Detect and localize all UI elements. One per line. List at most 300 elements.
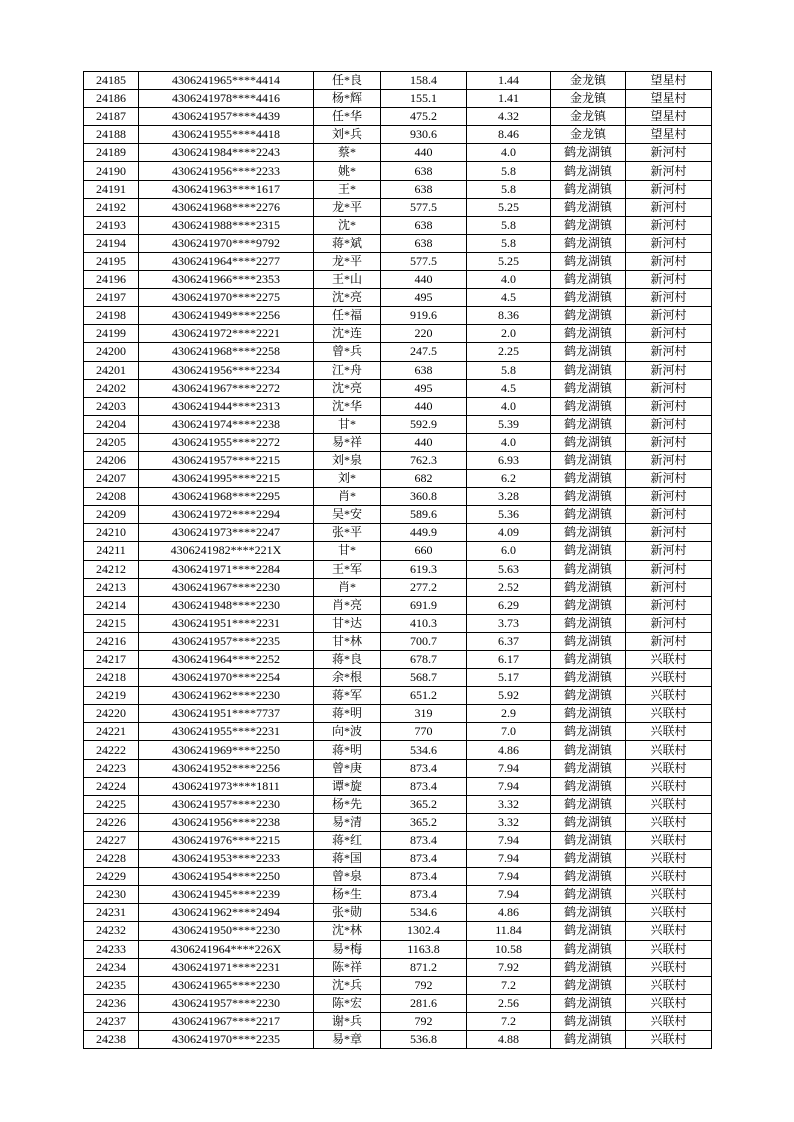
cell-area: 6.17 bbox=[467, 651, 551, 669]
table-row bbox=[84, 343, 712, 361]
cell-amount: 277.2 bbox=[381, 578, 467, 596]
cell-id-number: 4306241949****2256 bbox=[139, 307, 314, 325]
cell-town: 鹤龙湖镇 bbox=[551, 216, 626, 234]
cell-town: 鹤龙湖镇 bbox=[551, 234, 626, 252]
cell-town: 鹤龙湖镇 bbox=[551, 868, 626, 886]
cell-id-number: 4306241970****2254 bbox=[139, 669, 314, 687]
cell-id-number: 4306241967****2217 bbox=[139, 1012, 314, 1030]
cell-area: 8.36 bbox=[467, 307, 551, 325]
cell-name: 王*军 bbox=[314, 560, 381, 578]
cell-amount: 619.3 bbox=[381, 560, 467, 578]
cell-town: 金龙镇 bbox=[551, 72, 626, 90]
cell-serial: 24227 bbox=[84, 831, 139, 849]
cell-town: 鹤龙湖镇 bbox=[551, 397, 626, 415]
cell-area: 4.09 bbox=[467, 524, 551, 542]
table-row bbox=[84, 524, 712, 542]
cell-id-number: 4306241965****2230 bbox=[139, 976, 314, 994]
cell-village: 新河村 bbox=[626, 234, 712, 252]
cell-town: 鹤龙湖镇 bbox=[551, 940, 626, 958]
cell-village: 兴联村 bbox=[626, 1012, 712, 1030]
table-row bbox=[84, 470, 712, 488]
cell-serial: 24194 bbox=[84, 234, 139, 252]
cell-serial: 24216 bbox=[84, 632, 139, 650]
cell-amount: 495 bbox=[381, 379, 467, 397]
cell-village: 新河村 bbox=[626, 596, 712, 614]
cell-town: 鹤龙湖镇 bbox=[551, 813, 626, 831]
cell-name: 杨*辉 bbox=[314, 90, 381, 108]
cell-serial: 24235 bbox=[84, 976, 139, 994]
table-row bbox=[84, 488, 712, 506]
table-row bbox=[84, 904, 712, 922]
cell-village: 新河村 bbox=[626, 325, 712, 343]
cell-serial: 24197 bbox=[84, 289, 139, 307]
cell-village: 兴联村 bbox=[626, 868, 712, 886]
table-row bbox=[84, 72, 712, 90]
cell-amount: 871.2 bbox=[381, 958, 467, 976]
table-row bbox=[84, 777, 712, 795]
cell-name: 陈*宏 bbox=[314, 994, 381, 1012]
cell-id-number: 4306241976****2215 bbox=[139, 831, 314, 849]
cell-amount: 449.9 bbox=[381, 524, 467, 542]
cell-id-number: 4306241956****2234 bbox=[139, 361, 314, 379]
table-row bbox=[84, 289, 712, 307]
table-row bbox=[84, 144, 712, 162]
cell-town: 鹤龙湖镇 bbox=[551, 560, 626, 578]
cell-amount: 678.7 bbox=[381, 651, 467, 669]
cell-town: 鹤龙湖镇 bbox=[551, 994, 626, 1012]
table-row bbox=[84, 307, 712, 325]
cell-village: 兴联村 bbox=[626, 850, 712, 868]
cell-village: 兴联村 bbox=[626, 687, 712, 705]
cell-serial: 24186 bbox=[84, 90, 139, 108]
cell-serial: 24192 bbox=[84, 198, 139, 216]
cell-serial: 24199 bbox=[84, 325, 139, 343]
cell-village: 新河村 bbox=[626, 180, 712, 198]
cell-village: 望星村 bbox=[626, 108, 712, 126]
cell-amount: 568.7 bbox=[381, 669, 467, 687]
cell-name: 杨*生 bbox=[314, 886, 381, 904]
cell-serial: 24198 bbox=[84, 307, 139, 325]
cell-id-number: 4306241969****2250 bbox=[139, 741, 314, 759]
cell-name: 肖* bbox=[314, 488, 381, 506]
cell-serial: 24232 bbox=[84, 922, 139, 940]
cell-id-number: 4306241972****2294 bbox=[139, 506, 314, 524]
cell-serial: 24234 bbox=[84, 958, 139, 976]
cell-name: 王*山 bbox=[314, 271, 381, 289]
cell-name: 蒋*良 bbox=[314, 651, 381, 669]
cell-amount: 873.4 bbox=[381, 831, 467, 849]
cell-name: 吴*安 bbox=[314, 506, 381, 524]
cell-area: 5.17 bbox=[467, 669, 551, 687]
cell-amount: 792 bbox=[381, 976, 467, 994]
cell-town: 鹤龙湖镇 bbox=[551, 614, 626, 632]
cell-amount: 534.6 bbox=[381, 741, 467, 759]
table-row bbox=[84, 886, 712, 904]
cell-id-number: 4306241966****2353 bbox=[139, 271, 314, 289]
cell-id-number: 4306241951****2231 bbox=[139, 614, 314, 632]
cell-area: 2.9 bbox=[467, 705, 551, 723]
cell-area: 5.36 bbox=[467, 506, 551, 524]
cell-area: 6.0 bbox=[467, 542, 551, 560]
cell-name: 龙*平 bbox=[314, 198, 381, 216]
cell-name: 谢*兵 bbox=[314, 1012, 381, 1030]
cell-village: 新河村 bbox=[626, 614, 712, 632]
cell-name: 肖*亮 bbox=[314, 596, 381, 614]
cell-village: 兴联村 bbox=[626, 886, 712, 904]
cell-amount: 589.6 bbox=[381, 506, 467, 524]
cell-town: 鹤龙湖镇 bbox=[551, 759, 626, 777]
cell-name: 曾*兵 bbox=[314, 343, 381, 361]
cell-area: 5.8 bbox=[467, 361, 551, 379]
cell-village: 新河村 bbox=[626, 198, 712, 216]
cell-area: 5.8 bbox=[467, 216, 551, 234]
table-row bbox=[84, 958, 712, 976]
cell-area: 7.2 bbox=[467, 1012, 551, 1030]
cell-town: 鹤龙湖镇 bbox=[551, 180, 626, 198]
table-row bbox=[84, 940, 712, 958]
cell-serial: 24207 bbox=[84, 470, 139, 488]
cell-id-number: 4306241952****2256 bbox=[139, 759, 314, 777]
cell-amount: 638 bbox=[381, 180, 467, 198]
cell-amount: 682 bbox=[381, 470, 467, 488]
cell-id-number: 4306241964****2277 bbox=[139, 252, 314, 270]
cell-town: 金龙镇 bbox=[551, 108, 626, 126]
table-row bbox=[84, 632, 712, 650]
cell-village: 兴联村 bbox=[626, 1030, 712, 1048]
cell-name: 沈*连 bbox=[314, 325, 381, 343]
cell-id-number: 4306241945****2239 bbox=[139, 886, 314, 904]
cell-id-number: 4306241967****2272 bbox=[139, 379, 314, 397]
cell-village: 新河村 bbox=[626, 451, 712, 469]
table-row bbox=[84, 868, 712, 886]
cell-id-number: 4306241964****2252 bbox=[139, 651, 314, 669]
cell-town: 鹤龙湖镇 bbox=[551, 379, 626, 397]
cell-name: 蒋*国 bbox=[314, 850, 381, 868]
cell-town: 鹤龙湖镇 bbox=[551, 831, 626, 849]
cell-town: 鹤龙湖镇 bbox=[551, 162, 626, 180]
cell-amount: 577.5 bbox=[381, 198, 467, 216]
cell-serial: 24211 bbox=[84, 542, 139, 560]
cell-id-number: 4306241968****2295 bbox=[139, 488, 314, 506]
cell-town: 鹤龙湖镇 bbox=[551, 651, 626, 669]
cell-town: 鹤龙湖镇 bbox=[551, 669, 626, 687]
cell-village: 兴联村 bbox=[626, 777, 712, 795]
cell-id-number: 4306241956****2233 bbox=[139, 162, 314, 180]
cell-id-number: 4306241948****2230 bbox=[139, 596, 314, 614]
table-row bbox=[84, 850, 712, 868]
table-row bbox=[84, 741, 712, 759]
cell-id-number: 4306241973****1811 bbox=[139, 777, 314, 795]
cell-area: 2.52 bbox=[467, 578, 551, 596]
cell-serial: 24204 bbox=[84, 415, 139, 433]
cell-serial: 24225 bbox=[84, 795, 139, 813]
cell-area: 3.32 bbox=[467, 813, 551, 831]
table-row bbox=[84, 687, 712, 705]
cell-area: 6.37 bbox=[467, 632, 551, 650]
cell-name: 曾*庚 bbox=[314, 759, 381, 777]
cell-village: 兴联村 bbox=[626, 651, 712, 669]
cell-id-number: 4306241953****2233 bbox=[139, 850, 314, 868]
cell-area: 10.58 bbox=[467, 940, 551, 958]
cell-amount: 700.7 bbox=[381, 632, 467, 650]
cell-area: 4.0 bbox=[467, 144, 551, 162]
cell-area: 6.29 bbox=[467, 596, 551, 614]
cell-town: 鹤龙湖镇 bbox=[551, 470, 626, 488]
cell-village: 兴联村 bbox=[626, 705, 712, 723]
cell-village: 兴联村 bbox=[626, 741, 712, 759]
cell-name: 张*平 bbox=[314, 524, 381, 542]
cell-village: 新河村 bbox=[626, 470, 712, 488]
cell-name: 任*华 bbox=[314, 108, 381, 126]
cell-id-number: 4306241951****7737 bbox=[139, 705, 314, 723]
cell-amount: 365.2 bbox=[381, 795, 467, 813]
cell-id-number: 4306241950****2230 bbox=[139, 922, 314, 940]
cell-name: 姚* bbox=[314, 162, 381, 180]
cell-name: 蔡* bbox=[314, 144, 381, 162]
cell-serial: 24237 bbox=[84, 1012, 139, 1030]
cell-village: 新河村 bbox=[626, 578, 712, 596]
table-row bbox=[84, 506, 712, 524]
cell-serial: 24214 bbox=[84, 596, 139, 614]
cell-amount: 534.6 bbox=[381, 904, 467, 922]
cell-name: 向*波 bbox=[314, 723, 381, 741]
cell-area: 4.5 bbox=[467, 289, 551, 307]
cell-area: 3.73 bbox=[467, 614, 551, 632]
cell-town: 鹤龙湖镇 bbox=[551, 198, 626, 216]
cell-id-number: 4306241972****2221 bbox=[139, 325, 314, 343]
table-row bbox=[84, 1012, 712, 1030]
cell-serial: 24200 bbox=[84, 343, 139, 361]
table-body bbox=[84, 72, 712, 1049]
cell-id-number: 4306241970****2235 bbox=[139, 1030, 314, 1048]
cell-amount: 365.2 bbox=[381, 813, 467, 831]
cell-serial: 24219 bbox=[84, 687, 139, 705]
table-row bbox=[84, 560, 712, 578]
cell-name: 甘*达 bbox=[314, 614, 381, 632]
cell-village: 兴联村 bbox=[626, 922, 712, 940]
cell-serial: 24205 bbox=[84, 433, 139, 451]
cell-town: 鹤龙湖镇 bbox=[551, 361, 626, 379]
cell-town: 鹤龙湖镇 bbox=[551, 632, 626, 650]
cell-id-number: 4306241970****2275 bbox=[139, 289, 314, 307]
cell-amount: 410.3 bbox=[381, 614, 467, 632]
cell-id-number: 4306241944****2313 bbox=[139, 397, 314, 415]
cell-id-number: 4306241955****2272 bbox=[139, 433, 314, 451]
cell-serial: 24238 bbox=[84, 1030, 139, 1048]
table-row bbox=[84, 669, 712, 687]
cell-town: 鹤龙湖镇 bbox=[551, 596, 626, 614]
cell-area: 4.5 bbox=[467, 379, 551, 397]
table-row bbox=[84, 705, 712, 723]
cell-amount: 360.8 bbox=[381, 488, 467, 506]
cell-area: 7.94 bbox=[467, 850, 551, 868]
cell-serial: 24221 bbox=[84, 723, 139, 741]
cell-id-number: 4306241963****1617 bbox=[139, 180, 314, 198]
cell-amount: 873.4 bbox=[381, 868, 467, 886]
cell-town: 鹤龙湖镇 bbox=[551, 578, 626, 596]
cell-amount: 930.6 bbox=[381, 126, 467, 144]
cell-name: 甘* bbox=[314, 542, 381, 560]
cell-name: 易*祥 bbox=[314, 433, 381, 451]
cell-town: 鹤龙湖镇 bbox=[551, 144, 626, 162]
cell-amount: 792 bbox=[381, 1012, 467, 1030]
cell-town: 鹤龙湖镇 bbox=[551, 506, 626, 524]
cell-name: 沈*华 bbox=[314, 397, 381, 415]
cell-village: 兴联村 bbox=[626, 904, 712, 922]
cell-serial: 24196 bbox=[84, 271, 139, 289]
cell-village: 新河村 bbox=[626, 488, 712, 506]
cell-amount: 660 bbox=[381, 542, 467, 560]
cell-amount: 440 bbox=[381, 433, 467, 451]
cell-area: 2.25 bbox=[467, 343, 551, 361]
cell-village: 兴联村 bbox=[626, 994, 712, 1012]
cell-serial: 24233 bbox=[84, 940, 139, 958]
cell-id-number: 4306241957****2235 bbox=[139, 632, 314, 650]
cell-amount: 440 bbox=[381, 144, 467, 162]
table-row bbox=[84, 578, 712, 596]
cell-village: 新河村 bbox=[626, 361, 712, 379]
cell-area: 7.94 bbox=[467, 868, 551, 886]
cell-village: 新河村 bbox=[626, 307, 712, 325]
cell-amount: 1302.4 bbox=[381, 922, 467, 940]
cell-serial: 24223 bbox=[84, 759, 139, 777]
cell-serial: 24210 bbox=[84, 524, 139, 542]
cell-serial: 24222 bbox=[84, 741, 139, 759]
cell-name: 蒋*红 bbox=[314, 831, 381, 849]
cell-serial: 24190 bbox=[84, 162, 139, 180]
cell-serial: 24195 bbox=[84, 252, 139, 270]
cell-amount: 1163.8 bbox=[381, 940, 467, 958]
cell-village: 新河村 bbox=[626, 524, 712, 542]
cell-id-number: 4306241957****4439 bbox=[139, 108, 314, 126]
table-row bbox=[84, 795, 712, 813]
cell-town: 鹤龙湖镇 bbox=[551, 252, 626, 270]
cell-serial: 24201 bbox=[84, 361, 139, 379]
cell-amount: 155.1 bbox=[381, 90, 467, 108]
table-row bbox=[84, 596, 712, 614]
cell-serial: 24193 bbox=[84, 216, 139, 234]
cell-name: 王* bbox=[314, 180, 381, 198]
cell-area: 5.8 bbox=[467, 180, 551, 198]
cell-town: 鹤龙湖镇 bbox=[551, 307, 626, 325]
cell-amount: 220 bbox=[381, 325, 467, 343]
cell-area: 4.86 bbox=[467, 904, 551, 922]
cell-amount: 651.2 bbox=[381, 687, 467, 705]
cell-town: 鹤龙湖镇 bbox=[551, 687, 626, 705]
cell-amount: 577.5 bbox=[381, 252, 467, 270]
cell-area: 5.8 bbox=[467, 162, 551, 180]
cell-village: 望星村 bbox=[626, 126, 712, 144]
cell-area: 5.25 bbox=[467, 252, 551, 270]
cell-village: 新河村 bbox=[626, 632, 712, 650]
cell-area: 3.32 bbox=[467, 795, 551, 813]
cell-town: 鹤龙湖镇 bbox=[551, 904, 626, 922]
cell-id-number: 4306241968****2276 bbox=[139, 198, 314, 216]
cell-area: 2.0 bbox=[467, 325, 551, 343]
cell-name: 蒋*明 bbox=[314, 741, 381, 759]
table-row bbox=[84, 651, 712, 669]
cell-name: 杨*先 bbox=[314, 795, 381, 813]
cell-serial: 24209 bbox=[84, 506, 139, 524]
cell-area: 6.2 bbox=[467, 470, 551, 488]
cell-serial: 24236 bbox=[84, 994, 139, 1012]
cell-name: 蒋*明 bbox=[314, 705, 381, 723]
cell-area: 7.0 bbox=[467, 723, 551, 741]
cell-town: 鹤龙湖镇 bbox=[551, 795, 626, 813]
cell-area: 1.41 bbox=[467, 90, 551, 108]
cell-serial: 24229 bbox=[84, 868, 139, 886]
cell-town: 鹤龙湖镇 bbox=[551, 1030, 626, 1048]
cell-town: 鹤龙湖镇 bbox=[551, 777, 626, 795]
cell-area: 7.94 bbox=[467, 777, 551, 795]
cell-id-number: 4306241957****2215 bbox=[139, 451, 314, 469]
cell-serial: 24191 bbox=[84, 180, 139, 198]
cell-id-number: 4306241982****221X bbox=[139, 542, 314, 560]
cell-name: 任*良 bbox=[314, 72, 381, 90]
cell-id-number: 4306241954****2250 bbox=[139, 868, 314, 886]
cell-area: 4.0 bbox=[467, 397, 551, 415]
cell-id-number: 4306241974****2238 bbox=[139, 415, 314, 433]
cell-town: 鹤龙湖镇 bbox=[551, 886, 626, 904]
cell-serial: 24230 bbox=[84, 886, 139, 904]
cell-village: 兴联村 bbox=[626, 795, 712, 813]
cell-serial: 24208 bbox=[84, 488, 139, 506]
cell-amount: 638 bbox=[381, 216, 467, 234]
cell-serial: 24220 bbox=[84, 705, 139, 723]
cell-name: 江*舟 bbox=[314, 361, 381, 379]
cell-amount: 440 bbox=[381, 397, 467, 415]
cell-name: 肖* bbox=[314, 578, 381, 596]
cell-area: 2.56 bbox=[467, 994, 551, 1012]
cell-area: 5.39 bbox=[467, 415, 551, 433]
cell-id-number: 4306241971****2231 bbox=[139, 958, 314, 976]
cell-id-number: 4306241968****2258 bbox=[139, 343, 314, 361]
table-row bbox=[84, 994, 712, 1012]
cell-name: 甘* bbox=[314, 415, 381, 433]
cell-amount: 873.4 bbox=[381, 759, 467, 777]
table-row bbox=[84, 252, 712, 270]
table-row bbox=[84, 271, 712, 289]
cell-village: 兴联村 bbox=[626, 813, 712, 831]
cell-town: 鹤龙湖镇 bbox=[551, 705, 626, 723]
cell-serial: 24212 bbox=[84, 560, 139, 578]
cell-amount: 592.9 bbox=[381, 415, 467, 433]
cell-serial: 24187 bbox=[84, 108, 139, 126]
cell-name: 龙*平 bbox=[314, 252, 381, 270]
table-row bbox=[84, 234, 712, 252]
cell-serial: 24203 bbox=[84, 397, 139, 415]
cell-village: 新河村 bbox=[626, 289, 712, 307]
cell-serial: 24188 bbox=[84, 126, 139, 144]
cell-area: 8.46 bbox=[467, 126, 551, 144]
cell-serial: 24213 bbox=[84, 578, 139, 596]
cell-name: 蒋*军 bbox=[314, 687, 381, 705]
cell-area: 5.25 bbox=[467, 198, 551, 216]
cell-village: 新河村 bbox=[626, 415, 712, 433]
cell-id-number: 4306241971****2284 bbox=[139, 560, 314, 578]
table-row bbox=[84, 759, 712, 777]
cell-name: 谭*旋 bbox=[314, 777, 381, 795]
cell-name: 沈*兵 bbox=[314, 976, 381, 994]
cell-id-number: 4306241956****2238 bbox=[139, 813, 314, 831]
cell-area: 4.0 bbox=[467, 433, 551, 451]
cell-serial: 24206 bbox=[84, 451, 139, 469]
cell-area: 3.28 bbox=[467, 488, 551, 506]
table-row bbox=[84, 379, 712, 397]
cell-area: 11.84 bbox=[467, 922, 551, 940]
cell-amount: 762.3 bbox=[381, 451, 467, 469]
table-row bbox=[84, 162, 712, 180]
